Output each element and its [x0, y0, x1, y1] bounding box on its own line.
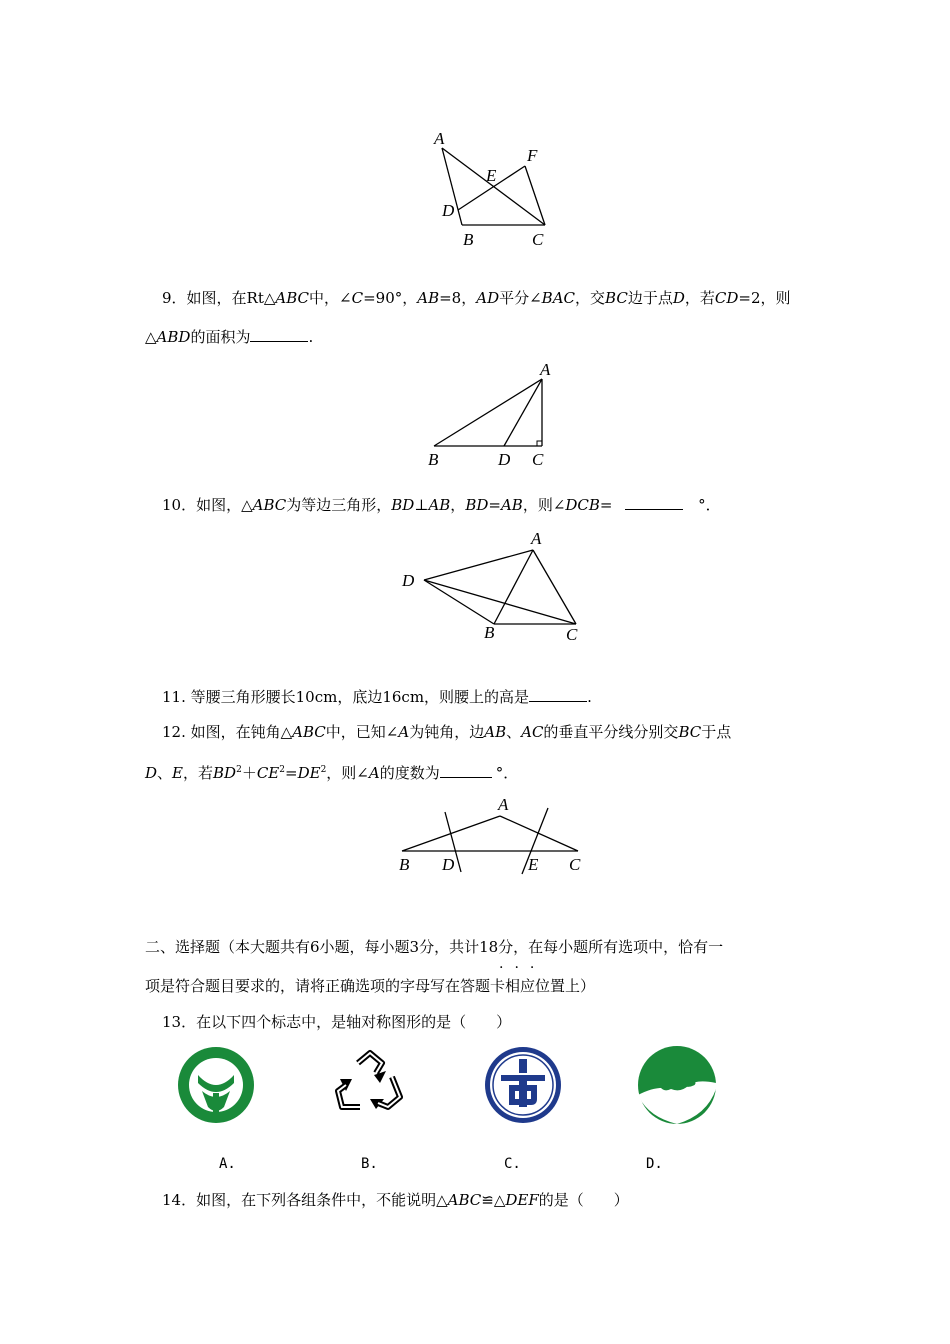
- q12-line2: D、E，若$BD^2+CE^2=DE^2$，则∠A的度数为 °．: [145, 764, 519, 782]
- label-E: E: [486, 166, 497, 185]
- option-a[interactable]: A.: [219, 1156, 236, 1172]
- option-c[interactable]: C.: [504, 1156, 521, 1172]
- answer-blank-q9[interactable]: [250, 327, 308, 342]
- label-B: B: [484, 623, 495, 642]
- label-C: C: [532, 450, 544, 469]
- label-C: C: [569, 855, 581, 874]
- q12-line1: 12. 如图，在钝角△ABC中，已知∠A为钝角，边AB、AC的垂直平分线分别交BC于点: [162, 723, 732, 741]
- label-A: A: [498, 795, 509, 814]
- label-E: E: [528, 855, 539, 874]
- figure-q8: [420, 128, 560, 253]
- label-D: D: [442, 201, 455, 220]
- q11-line: 11. 等腰三角形腰长10cm，底边16cm，则腰上的高是 .: [162, 688, 592, 706]
- figure-q12: [392, 792, 592, 882]
- label-A: A: [540, 360, 551, 379]
- label-D: D: [442, 855, 455, 874]
- answer-blank-q10[interactable]: [625, 495, 683, 510]
- label-F: F: [527, 146, 538, 165]
- q13-line: 13．在以下四个标志中，是轴对称图形的是（ ）: [162, 1013, 512, 1031]
- q9-line2: △ABD的面积为 .: [145, 328, 314, 346]
- label-A: A: [434, 129, 445, 148]
- label-D: D: [498, 450, 511, 469]
- figure-q9: [420, 358, 560, 473]
- label-B: B: [463, 230, 474, 249]
- label-A: A: [531, 529, 542, 548]
- q10-line: 10．如图，△ABC为等边三角形，BD⊥AB，BD=AB，则∠DCB= °．: [162, 496, 721, 514]
- q14-line: 14．如图，在下列各组条件中，不能说明△ABC≌△DEF的是（ ）: [162, 1191, 629, 1209]
- emphasis-dots: ...: [499, 956, 546, 972]
- section2-line2: 项是符合题目要求的，请将正确选项的字母写在答题卡相应位置上）: [145, 977, 596, 995]
- label-B: B: [399, 855, 410, 874]
- recycle-icon[interactable]: [330, 1045, 410, 1125]
- q9-line1: 9．如图，在Rt△ABC中，∠C=90°，AB=8，AD平分∠BAC，交BC边于点D，若CD=2，则: [162, 289, 791, 307]
- water-drop-logo-icon[interactable]: [637, 1045, 717, 1125]
- blue-circle-logo-icon[interactable]: [483, 1045, 563, 1125]
- label-C: C: [566, 625, 578, 644]
- label-C: C: [532, 230, 544, 249]
- section2-line1: 二、选择题（本大题共有6小题，每小题3分，共计18分，在每小题所有选项中，恰有一: [145, 938, 724, 956]
- figure-q10: [398, 528, 588, 648]
- label-B: B: [428, 450, 439, 469]
- answer-blank-q11[interactable]: [529, 687, 587, 702]
- answer-blank-q12[interactable]: [440, 763, 492, 778]
- option-d[interactable]: D.: [646, 1156, 663, 1172]
- option-b[interactable]: B.: [361, 1156, 378, 1172]
- label-D: D: [402, 571, 415, 590]
- green-vegetable-logo-icon[interactable]: [176, 1045, 256, 1125]
